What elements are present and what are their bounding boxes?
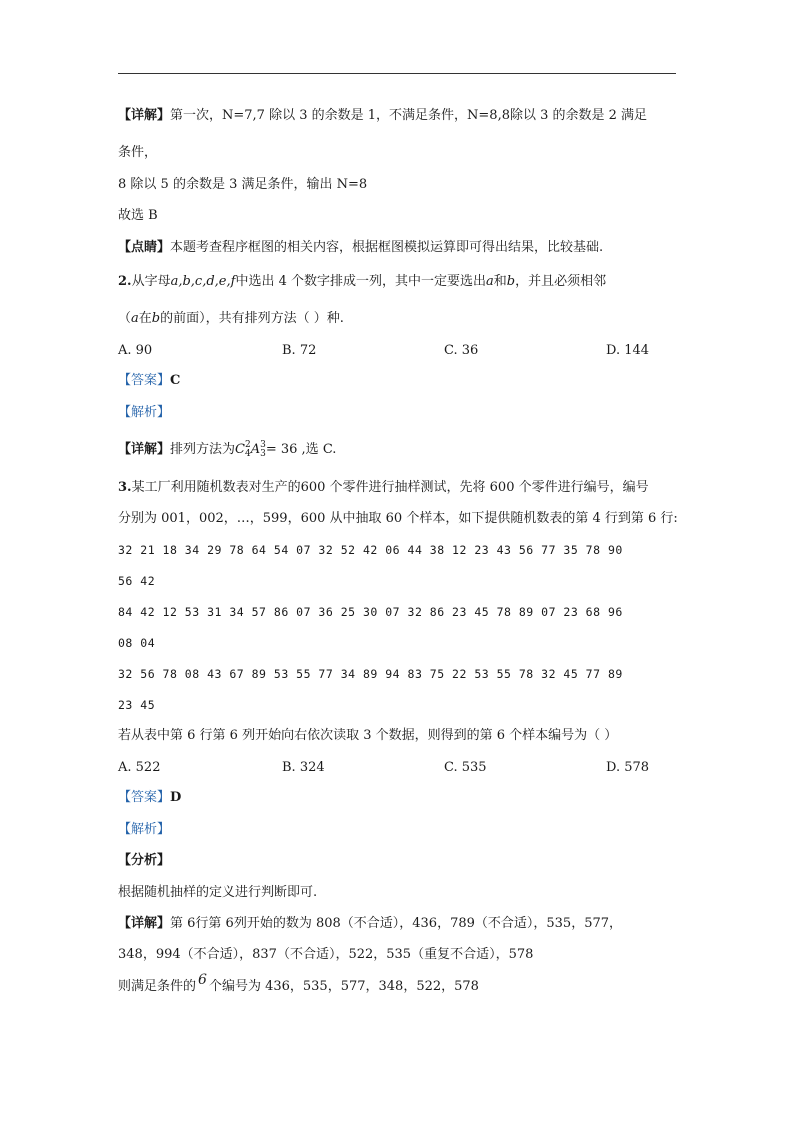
q3-line2: 分别为 001，002，…，599，600 从中抽取 60 个样本，如下提供随机数表的第 4 行到第 6 行: (118, 511, 678, 526)
fenxi-tag: 【分析】 (118, 853, 171, 868)
q2-text-b: 中选出 4 个数字排成一列，其中一定要选出 (235, 274, 486, 289)
q3-detail1-text: 第 6行第 6列开始的数为 808（不合适），436，789（不合适），535，577， (170, 916, 623, 931)
row5-a: 84 42 12 53 31 34 57 86 07 36 25 30 07 32 86 23 45 78 89 07 23 68 96 (118, 605, 623, 619)
q3-detail3-num: 6 (198, 972, 207, 988)
q3-detail3-b: 个编号为 436，535，577，348，522，578 (208, 979, 479, 994)
row4-a: 32 21 18 34 29 78 64 54 07 32 52 42 06 44 38 12 23 43 56 77 35 78 90 (118, 543, 623, 557)
q2-option-a: A. 90 (118, 343, 153, 358)
header-rule (118, 73, 676, 74)
q2-analysis (118, 403, 170, 423)
answer-value: C (170, 373, 181, 388)
q3-fenxi: 根据随机抽样的定义进行判断即可. (118, 885, 318, 900)
q2-line2 (118, 309, 344, 329)
q3-detail-tag: 【详解】 (118, 916, 171, 931)
q3-question: 若从表中第 6 行第 6 列开始向右依次读取 3 个数据，则得到的第 6 个样本编号为（ ） (118, 728, 618, 743)
comment-text: 本题考查程序框图的相关内容，根据框图模拟运算即可得出结果，比较基础. (170, 240, 604, 255)
q2-he: 和 (493, 274, 507, 289)
sup-1: 2 (244, 439, 251, 450)
analysis-tag: 【解析】 (118, 405, 171, 420)
q2-detail-tag: 【详解】 (118, 442, 171, 457)
q2-option-d: D. 144 (606, 343, 650, 358)
q2-l2-b: 在 (138, 311, 152, 326)
sub-1: 4 (244, 448, 251, 459)
q2-l2-var-b: b (151, 311, 161, 326)
q2-detail-b: ,选 C. (297, 442, 337, 457)
q2-letters: a,b,c,d,e,f (170, 274, 236, 289)
sup-2: 3 (260, 439, 266, 450)
detail1-line4: 故选 B (118, 208, 158, 223)
q3-option-b: B. 324 (282, 760, 325, 775)
sub-2: 3 (260, 448, 266, 459)
q3-answer-value: D (170, 790, 182, 805)
q3-number: 3. (118, 480, 132, 495)
q3-option-a: A. 522 (118, 760, 161, 775)
comment-tag: 【点睛】 (118, 240, 171, 255)
q2-line1 (118, 272, 606, 292)
q2-answer (118, 371, 180, 391)
q2-detail-a: 排列方法为 (170, 442, 236, 457)
q2-option-b: B. 72 (282, 343, 317, 358)
detail1-line3: 8 除以 5 的余数是 3 满足条件，输出 N=8 (118, 177, 368, 192)
detail-tag: 【详解】 (118, 108, 171, 123)
answer-tag: 【答案】 (118, 373, 171, 388)
q2-text-c: ，并且必须相邻 (515, 274, 607, 289)
q3-text1: 某工厂利用随机数表对生产的600 个零件进行抽样测试，先将 600 个零件进行编号，编号 (131, 480, 649, 495)
q2-var-a: a (485, 274, 494, 289)
q3-line1 (118, 478, 649, 498)
row5-b: 08 04 (118, 636, 156, 650)
q3-answer (118, 788, 181, 808)
detail1-line1 (118, 106, 647, 126)
q2-l2-var-a: a (131, 311, 139, 326)
row6-a: 32 56 78 08 43 67 89 53 55 77 34 89 94 83 75 22 53 55 78 32 45 77 89 (118, 667, 623, 681)
q2-var-b: b (506, 274, 516, 289)
comment1 (118, 238, 603, 258)
formula-a: A (250, 442, 261, 457)
q3-analysis (118, 820, 170, 840)
q3-answer-tag: 【答案】 (118, 790, 171, 805)
q3-detail1 (118, 914, 622, 934)
row4-b: 56 42 (118, 574, 156, 588)
q2-detail (118, 440, 336, 460)
q3-detail3-a: 则满足条件的 (118, 979, 197, 994)
detail1-line2: 条件， (118, 145, 158, 160)
q3-fenxi-tag (118, 851, 170, 871)
q2-l2-a: （ (118, 311, 132, 326)
q3-option-c: C. 535 (444, 760, 487, 775)
q3-detail2: 348，994（不合适），837（不合适），522，535（重复不合适），578 (118, 947, 534, 962)
row6-b: 23 45 (118, 698, 156, 712)
q2-option-c: C. 36 (444, 343, 479, 358)
q2-text-a: 从字母 (131, 274, 171, 289)
q3-analysis-tag: 【解析】 (118, 822, 171, 837)
q2-l2-c: 的前面），共有排列方法（ ）种. (160, 311, 344, 326)
formula-c: C (235, 442, 245, 457)
formula-result: = 36 (265, 442, 298, 457)
q2-number: 2. (118, 274, 132, 289)
q3-detail3 (118, 972, 479, 997)
detail1-text1: 第一次，N=7,7 除以 3 的余数是 1，不满足条件，N=8,8除以 3 的余数是 2 满足 (170, 108, 648, 123)
q3-option-d: D. 578 (606, 760, 650, 775)
